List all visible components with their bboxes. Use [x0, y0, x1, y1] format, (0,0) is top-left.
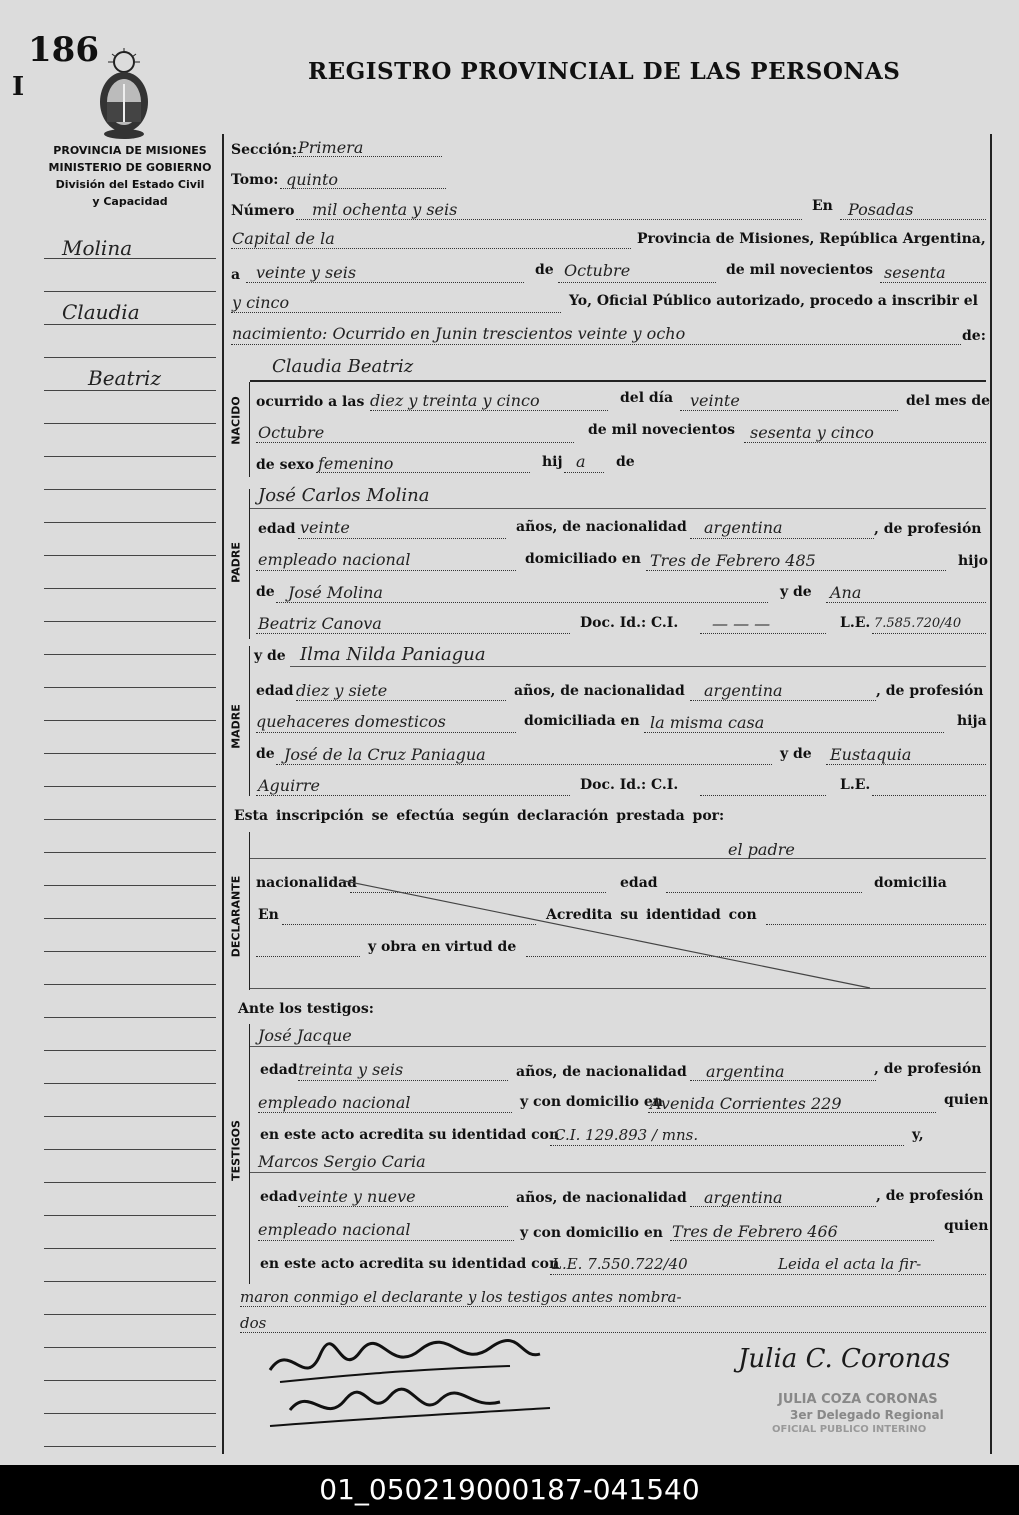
madre-dom-line: [644, 732, 944, 733]
mes-value: Octubre: [564, 261, 631, 280]
t2-dom-value: Tres de Febrero 466: [672, 1222, 838, 1241]
testigos-border: [249, 1024, 250, 1284]
t2-nac-value: argentina: [704, 1188, 783, 1207]
t1-dom-label: y con domicilio en: [520, 1094, 663, 1110]
t2-dom-label: y con domicilio en: [520, 1225, 663, 1241]
madre-nac-line: [690, 700, 876, 701]
padre-yde-label: y de: [780, 584, 812, 600]
sidebar-rule: [44, 1116, 216, 1117]
sidebar-rule: [44, 489, 216, 490]
sidebar-rule: [44, 324, 216, 325]
cancel-stroke: [250, 860, 990, 990]
hija-label: hija: [957, 713, 987, 729]
dia-value: veinte y seis: [256, 263, 357, 282]
witness-signatures: [250, 1330, 570, 1440]
madre-doc-label: Doc. Id.: C.I.: [580, 777, 679, 793]
sidebar-rule: [44, 291, 216, 292]
madre-doc-line: [700, 795, 826, 796]
t1-edad-label: edad: [260, 1062, 298, 1078]
madre-dom-value: la misma casa: [650, 713, 765, 732]
madre-madre2-line: [256, 795, 570, 796]
sidebar-rule: [44, 786, 216, 787]
stamp-line3: OFICIAL PUBLICO INTERINO: [772, 1424, 927, 1435]
mes-nac-line: [256, 442, 574, 443]
hij-line: [564, 472, 604, 473]
anio-line: [880, 282, 986, 283]
sidebar-rule: [44, 1347, 216, 1348]
madre-madre-value: Eustaquia: [830, 745, 912, 764]
capital-value: Capital de la: [232, 229, 335, 248]
madre-border: [249, 646, 250, 796]
madre-nac-label: años, de nacionalidad: [514, 683, 685, 699]
t1-y-label: y,: [912, 1127, 924, 1143]
madre-padre-value: José de la Cruz Paniagua: [284, 745, 486, 764]
madre-de-label: de: [256, 746, 275, 762]
sidebar-surname: Molina: [62, 236, 133, 260]
madre-edad-line: [296, 700, 506, 701]
nacido-border: [249, 382, 250, 477]
official-signature: Julia C. Coronas: [738, 1344, 951, 1374]
capacity-label: y Capacidad: [92, 195, 168, 208]
padre-nac-value: argentina: [704, 518, 783, 537]
form-right-border: [990, 134, 992, 1454]
padre-madre-value: Ana: [830, 583, 862, 602]
padre-prof-line: [256, 570, 516, 571]
anio-nac-value: sesenta y cinco: [750, 423, 874, 442]
leida3-value: dos: [240, 1314, 267, 1332]
stamp-line2: 3er Delegado Regional: [790, 1408, 944, 1422]
decl-acredita-label: Acredita su identidad con: [546, 907, 757, 923]
en-line: [840, 219, 986, 220]
anio-value: sesenta: [884, 263, 946, 282]
sidebar-rule: [44, 522, 216, 523]
t2-prof-line: [258, 1240, 514, 1241]
t1-doc-line: [550, 1145, 904, 1146]
padre-dom-value: Tres de Febrero 485: [650, 551, 816, 570]
t2-edad-value: veinte y nueve: [298, 1187, 416, 1206]
anio2-line: [231, 312, 561, 313]
sidebar-rule: [44, 588, 216, 589]
t1-nac-label: años, de nacionalidad: [516, 1064, 687, 1080]
madre-padre-line: [276, 764, 772, 765]
padre-de-label: de: [256, 584, 275, 600]
madre-edad-value: diez y siete: [296, 681, 388, 700]
madre-prof-value: quehaceres domesticos: [256, 712, 446, 731]
t1-en-este-label: en este acto acredita su identidad con: [260, 1127, 560, 1143]
province-label: PROVINCIA DE MISIONES: [53, 144, 207, 157]
decl-edad-label: edad: [620, 875, 658, 891]
padre-le-line: [872, 633, 986, 634]
stamp-line1: JULIA COZA CORONAS: [778, 1392, 938, 1407]
madre-prof-line: [256, 732, 516, 733]
sidebar-rule: [44, 1413, 216, 1414]
nacido-label: NACIDO: [229, 396, 243, 445]
t1-dom-value: Avenida Corrientes 229: [650, 1094, 842, 1113]
page-letter: I: [12, 72, 25, 102]
padre-dom-label: domiciliado en: [525, 551, 641, 567]
t2-doc-value: L.E. 7.550.722/40: [552, 1255, 688, 1273]
testigo1-line: [250, 1046, 986, 1047]
t2-prof-value: empleado nacional: [258, 1220, 411, 1239]
dia-nac-line: [680, 410, 898, 411]
mil-label: de mil novecientos: [726, 262, 874, 278]
madre-madre2-value: Aguirre: [258, 776, 320, 795]
page-number: 186: [28, 30, 99, 70]
padre-madre2-value: Beatriz Canova: [258, 614, 382, 633]
numero-value: mil ochenta y seis: [312, 200, 458, 219]
padre-edad-line: [298, 538, 506, 539]
hij-value: a: [576, 452, 586, 471]
t1-edad-line: [298, 1080, 508, 1081]
declarante-label: DECLARANTE: [229, 875, 243, 958]
sidebar-middlename: Beatriz: [88, 366, 161, 390]
hij-de-label: de: [616, 454, 635, 470]
padre-prof-value: empleado nacional: [258, 550, 411, 569]
sidebar-rule: [44, 720, 216, 721]
t1-edad-value: treinta y seis: [298, 1060, 404, 1079]
leida-value: Leida el acta la fir-: [778, 1255, 922, 1273]
sidebar-rule: [44, 357, 216, 358]
sidebar-rule: [44, 819, 216, 820]
del-dia-label: del día: [620, 390, 674, 406]
inscribir-line: [231, 344, 961, 345]
testigo2-name: Marcos Sergio Caria: [258, 1152, 426, 1171]
t2-edad-line: [298, 1206, 508, 1207]
madre-nac-value: argentina: [704, 681, 783, 700]
provincia-label: Provincia de Misiones, República Argentina,: [637, 231, 986, 247]
name-line: [250, 380, 986, 382]
sidebar-rule: [44, 1380, 216, 1381]
t2-nac-label: años, de nacionalidad: [516, 1190, 687, 1206]
sidebar-rule: [44, 1248, 216, 1249]
padre-doc-line: [700, 633, 826, 634]
sidebar-rule: [44, 1215, 216, 1216]
en-value: Posadas: [848, 200, 914, 219]
esta-label: Esta inscripción se efectúa según declaración prestada por:: [234, 808, 725, 824]
madre-le-label: L.E.: [840, 777, 871, 793]
padre-padre-value: José Molina: [288, 583, 383, 602]
padre-le-value: 7.585.720/40: [874, 616, 962, 631]
hora-value: diez y treinta y cinco: [370, 391, 540, 410]
del-mes-label: del mes de: [906, 393, 991, 409]
inscribir-value: nacimiento: Ocurrido en Junin trescientos veinte y ocho: [232, 324, 686, 343]
sidebar-rule: [44, 1281, 216, 1282]
madre-dom-label: domiciliada en: [524, 713, 640, 729]
padre-line: [250, 508, 986, 509]
ocurrido-label: ocurrido a las: [256, 394, 365, 410]
a-label: a: [231, 267, 241, 283]
t1-nac-value: argentina: [706, 1062, 785, 1081]
sidebar-rule: [44, 456, 216, 457]
testigo2-line: [250, 1172, 986, 1173]
document-title: REGISTRO PROVINCIAL DE LAS PERSONAS: [308, 58, 901, 85]
t1-prof-value: empleado nacional: [258, 1093, 411, 1112]
padre-label: PADRE: [229, 542, 243, 583]
madre-label: MADRE: [229, 704, 243, 749]
t1-prof-label: , de profesión: [874, 1061, 982, 1077]
en-label: En: [812, 198, 833, 214]
mes-nac-value: Octubre: [258, 423, 325, 442]
sidebar-header: [40, 144, 220, 208]
t2-en-este-label: en este acto acredita su identidad con: [260, 1256, 560, 1272]
madre-line: [290, 666, 986, 667]
tomo-value: quinto: [286, 170, 339, 189]
tomo-label: Tomo:: [231, 172, 279, 188]
padre-nac-line: [690, 538, 874, 539]
madre-prof-label: , de profesión: [876, 683, 984, 699]
sidebar-rule: [44, 654, 216, 655]
padre-doc-value: — — —: [712, 614, 771, 633]
anio2-value: y cinco: [232, 293, 290, 312]
sidebar-rule: [44, 852, 216, 853]
sidebar-rule: [44, 753, 216, 754]
padre-edad-label: edad: [258, 521, 296, 537]
sidebar-rule: [44, 555, 216, 556]
padre-nac-label: años, de nacionalidad: [516, 519, 687, 535]
declarante-line: [250, 858, 986, 859]
padre-le-label: L.E.: [840, 615, 871, 631]
numero-label: Número: [231, 203, 295, 219]
sidebar-rule: [44, 1083, 216, 1084]
sidebar-firstname: Claudia: [62, 300, 140, 324]
leida2-line: [240, 1306, 986, 1307]
coat-of-arms-icon: [96, 48, 152, 140]
ante-label: Ante los testigos:: [238, 1001, 374, 1017]
sidebar-rule: [44, 918, 216, 919]
sidebar-rule: [44, 1446, 216, 1447]
t2-prof-label: , de profesión: [876, 1188, 984, 1204]
sidebar-rule: [44, 687, 216, 688]
sidebar-rule: [44, 1314, 216, 1315]
padre-border: [249, 489, 250, 639]
sidebar-rule: [44, 1149, 216, 1150]
hijo-label: hijo: [958, 553, 988, 569]
anio-nac-line: [744, 442, 986, 443]
ministry-label: MINISTERIO DE GOBIERNO: [48, 161, 212, 174]
decl-en-label: En: [258, 907, 279, 923]
dia-line: [246, 282, 524, 283]
sidebar-rule: [44, 1182, 216, 1183]
t1-prof-line: [258, 1112, 512, 1113]
padre-edad-value: veinte: [300, 518, 350, 537]
seccion-value: Primera: [298, 138, 364, 157]
dia-nac-value: veinte: [690, 391, 740, 410]
madre-edad-label: edad: [256, 683, 294, 699]
padre-padre-line: [276, 602, 768, 603]
madre-yde2-label: y de: [780, 746, 812, 762]
madre-yde-label: y de: [254, 648, 286, 664]
nombre-value: Claudia Beatriz: [272, 356, 414, 377]
sidebar-rule: [44, 423, 216, 424]
madre-madre-line: [826, 764, 986, 765]
padre-madre2-line: [256, 633, 570, 634]
sidebar-rule: [44, 1017, 216, 1018]
sexo-label: de sexo: [256, 457, 315, 473]
testigos-label: TESTIGOS: [229, 1120, 243, 1181]
t2-doc-line: [550, 1274, 986, 1275]
leida2-value: maron conmigo el declarante y los testigos antes nombra-: [240, 1288, 682, 1306]
numero-line: [296, 219, 802, 220]
capital-line: [231, 248, 631, 249]
t1-quien-label: quien: [944, 1092, 989, 1108]
yo-label: Yo, Oficial Público autorizado, procedo a inscribir el: [569, 293, 978, 309]
mes-line: [558, 282, 716, 283]
declarante-value: el padre: [728, 840, 795, 859]
hij-label: hij: [542, 454, 563, 470]
hora-line: [370, 410, 608, 411]
t2-edad-label: edad: [260, 1189, 298, 1205]
image-footer-id: 01_050219000187-041540: [0, 1465, 1019, 1515]
padre-prof-label: , de profesión: [874, 521, 982, 537]
decl-dom-label: domicilia: [874, 875, 947, 891]
seccion-label: Sección:: [231, 142, 298, 158]
sidebar-rule: [44, 885, 216, 886]
madre-name: Ilma Nilda Paniagua: [300, 644, 486, 665]
de-colon-label: de:: [962, 328, 986, 344]
decl-obra-label: y obra en virtud de: [368, 939, 517, 955]
t1-doc-value: C.I. 129.893 / mns.: [554, 1126, 699, 1144]
sidebar-rule: [44, 390, 216, 391]
padre-doc-label: Doc. Id.: C.I.: [580, 615, 679, 631]
sidebar-rule: [44, 1050, 216, 1051]
decl-nac-label: nacionalidad: [256, 875, 357, 891]
de-mil-label: de mil novecientos: [588, 422, 736, 438]
padre-madre-line: [826, 602, 986, 603]
sexo-value: femenino: [318, 454, 394, 473]
sidebar-rule: [44, 984, 216, 985]
padre-dom-line: [646, 570, 946, 571]
sidebar-rule: [44, 951, 216, 952]
de-label: de: [535, 262, 554, 278]
t2-quien-label: quien: [944, 1218, 989, 1234]
padre-name: José Carlos Molina: [258, 485, 430, 506]
madre-le-line: [872, 795, 986, 796]
sidebar-rule: [44, 621, 216, 622]
division-label: División del Estado Civil: [55, 178, 205, 191]
testigo1-name: José Jacque: [258, 1026, 352, 1045]
form-left-border: [222, 134, 224, 1454]
